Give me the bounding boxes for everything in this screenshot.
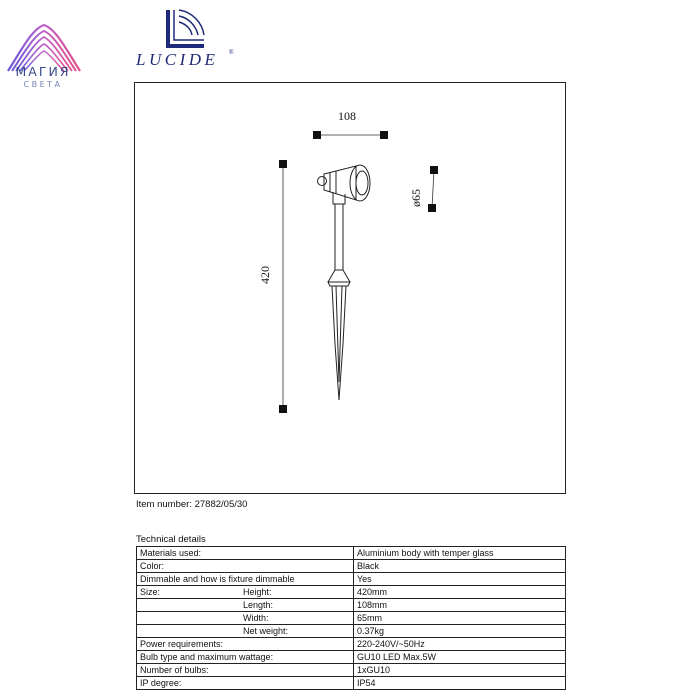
spec-row xyxy=(137,547,566,560)
technical-details-table xyxy=(136,546,566,690)
technical-details-title: Technical details xyxy=(136,534,206,545)
spec-value: 65mm xyxy=(354,612,566,625)
spec-label xyxy=(140,612,243,624)
spec-label: Dimmable and how is fixture dimmable xyxy=(140,574,295,584)
spec-row xyxy=(137,651,566,664)
spec-label: IP degree: xyxy=(140,678,182,688)
item-number-value: 27882/05/30 xyxy=(194,499,248,510)
lucide-logo-icon xyxy=(162,6,210,50)
length-label: 108 xyxy=(338,109,356,123)
lucide-wordmark: LUCIDE xyxy=(136,50,219,69)
spec-label: Bulb type and maximum wattage: xyxy=(140,652,274,662)
spec-label: Color: xyxy=(140,561,165,571)
dimension-marker xyxy=(279,160,287,168)
spec-label-cell xyxy=(137,573,354,586)
spec-row xyxy=(137,573,566,586)
spec-sublabel: Net weight: xyxy=(243,626,289,636)
brand-name: МАГИЯ xyxy=(15,64,71,79)
spec-label-cell xyxy=(137,599,354,612)
spec-label-cell xyxy=(137,677,354,690)
spec-sublabel: Height: xyxy=(243,587,272,597)
spec-row xyxy=(137,599,566,612)
spec-value: Black xyxy=(354,560,566,573)
spotlight-drawing xyxy=(318,165,371,400)
spec-label-cell xyxy=(137,651,354,664)
spec-label: Size: xyxy=(140,587,161,597)
dimension-marker xyxy=(313,131,321,139)
spec-value: 1xGU10 xyxy=(354,664,566,677)
dimension-marker xyxy=(428,204,436,212)
diameter-dimension xyxy=(409,166,438,212)
item-number xyxy=(136,499,247,510)
spec-row xyxy=(137,560,566,573)
spec-label: Materials used: xyxy=(140,548,202,558)
spec-label-cell xyxy=(137,586,354,599)
spec-label: Power requirements: xyxy=(140,639,224,649)
spec-row xyxy=(137,638,566,651)
spec-label-cell xyxy=(137,638,354,651)
spec-value: IP54 xyxy=(354,677,566,690)
dimension-marker xyxy=(380,131,388,139)
dimension-marker xyxy=(430,166,438,174)
spec-value: 420mm xyxy=(354,586,566,599)
dimension-marker xyxy=(279,405,287,413)
spec-label-cell xyxy=(137,625,354,638)
height-dimension xyxy=(258,160,287,413)
spec-value: Aluminium body with temper glass xyxy=(354,547,566,560)
spec-value: 220-240V/~50Hz xyxy=(354,638,566,651)
spec-label-cell xyxy=(137,664,354,677)
spec-label: Number of bulbs: xyxy=(140,665,209,675)
diameter-label: ø65 xyxy=(409,189,423,207)
spec-row xyxy=(137,612,566,625)
spec-sublabel: Length: xyxy=(243,600,274,610)
spec-label-cell xyxy=(137,547,354,560)
technical-drawing xyxy=(134,82,566,494)
spec-sublabel: Width: xyxy=(243,613,269,623)
spec-label-cell xyxy=(137,612,354,625)
spec-value: 0.37kg xyxy=(354,625,566,638)
spec-row xyxy=(137,677,566,690)
spec-row xyxy=(137,664,566,677)
spec-value: 108mm xyxy=(354,599,566,612)
length-dimension xyxy=(313,109,388,139)
spec-row xyxy=(137,625,566,638)
spec-label xyxy=(140,599,243,611)
spec-row xyxy=(137,586,566,599)
registered-mark: ® xyxy=(229,50,234,56)
height-label: 420 xyxy=(258,266,272,284)
spec-value: GU10 LED Max.5W xyxy=(354,651,566,664)
spec-label-cell xyxy=(137,560,354,573)
spec-label xyxy=(140,625,243,637)
brand-subtitle: СВЕТА xyxy=(23,80,63,89)
spec-value: Yes xyxy=(354,573,566,586)
item-number-label: Item number: xyxy=(136,499,192,510)
